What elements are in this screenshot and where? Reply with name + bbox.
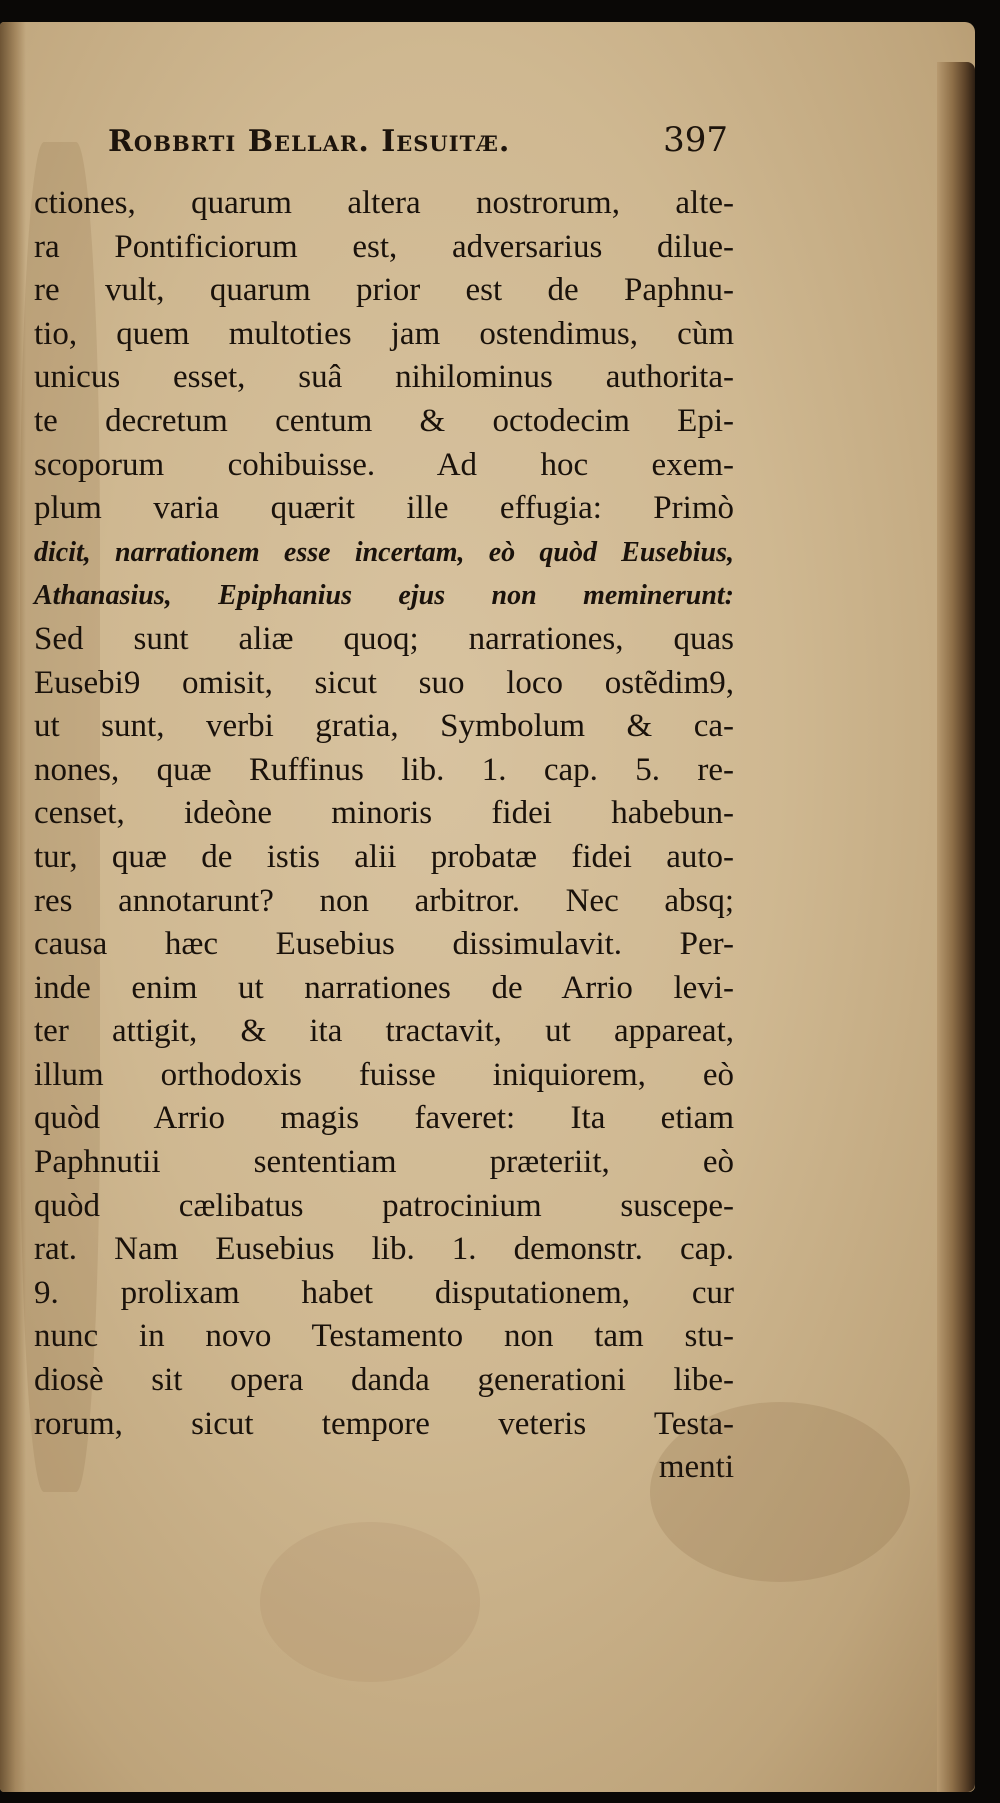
text-line: censet, ideòne minoris fidei habebun-	[34, 795, 734, 832]
text-line: Paphnutii sententiam præteriit, eò	[34, 1144, 734, 1181]
page-edge	[937, 62, 975, 1792]
text-line: 9. prolixam habet disputationem, cur	[34, 1274, 734, 1311]
text-line: rorum, sicut tempore veteris Testa-	[34, 1405, 734, 1442]
page-header	[108, 120, 728, 170]
page-stain	[260, 1522, 480, 1682]
text-line: scoporum cohibuisse. Ad hoc exem-	[34, 446, 734, 483]
text-line: res annotarunt? non arbitror. Nec absq;	[34, 882, 734, 919]
text-line: re vult, quarum prior est de Paphnu-	[34, 272, 734, 309]
text-line: ter attigit, & ita tractavit, ut appareat,	[34, 1013, 734, 1050]
text-line: rat. Nam Eusebius lib. 1. demonstr. cap.	[34, 1231, 734, 1268]
text-line: illum orthodoxis fuisse iniquiorem, eò	[34, 1056, 734, 1093]
text-line: ctiones, quarum altera nostrorum, alte-	[34, 185, 734, 221]
text-line: Eusebi9 omisit, sicut suo loco ostẽdim9,	[34, 664, 734, 701]
text-line-italic: dicit, narrationem esse incertam, eò quòd Eusebius,	[34, 536, 734, 568]
text-line: causa hæc Eusebius dissimulavit. Per-	[34, 926, 734, 963]
book-page	[0, 22, 975, 1792]
body-text	[34, 182, 734, 1490]
text-line: ut sunt, verbi gratia, Symbolum & ca-	[34, 708, 734, 745]
text-line: plum varia quærit ille effugia: Primò	[34, 490, 734, 527]
text-line: tio, quem multoties jam ostendimus, cùm	[34, 315, 734, 352]
text-line: unicus esset, suâ nihilominus authorita-	[34, 359, 734, 396]
text-line: nunc in novo Testamento non tam stu-	[34, 1318, 734, 1355]
catchword: menti	[658, 1449, 734, 1486]
text-line: nones, quæ Ruffinus lib. 1. cap. 5. re-	[34, 751, 734, 788]
running-head: Robbrti Bellar. Iesuitæ.	[108, 124, 511, 159]
text-line: quòd Arrio magis faveret: Ita etiam	[34, 1100, 734, 1137]
text-line: Sed sunt aliæ quoq; narrationes, quas	[34, 620, 734, 657]
page-number: 397	[663, 120, 728, 160]
text-line: tur, quæ de istis alii probatæ fidei auto-	[34, 838, 734, 875]
text-line: te decretum centum & octodecim Epi-	[34, 402, 734, 439]
text-line: diosè sit opera danda generationi libe-	[34, 1362, 734, 1399]
text-line: inde enim ut narrationes de Arrio levi-	[34, 969, 734, 1006]
text-line: ra Pontificiorum est, adversarius dilue-	[34, 228, 734, 265]
text-line: quòd cælibatus patrocinium suscepe-	[34, 1187, 734, 1224]
text-line-italic: Athanasius, Epiphanius ejus non meminerunt:	[34, 580, 734, 612]
